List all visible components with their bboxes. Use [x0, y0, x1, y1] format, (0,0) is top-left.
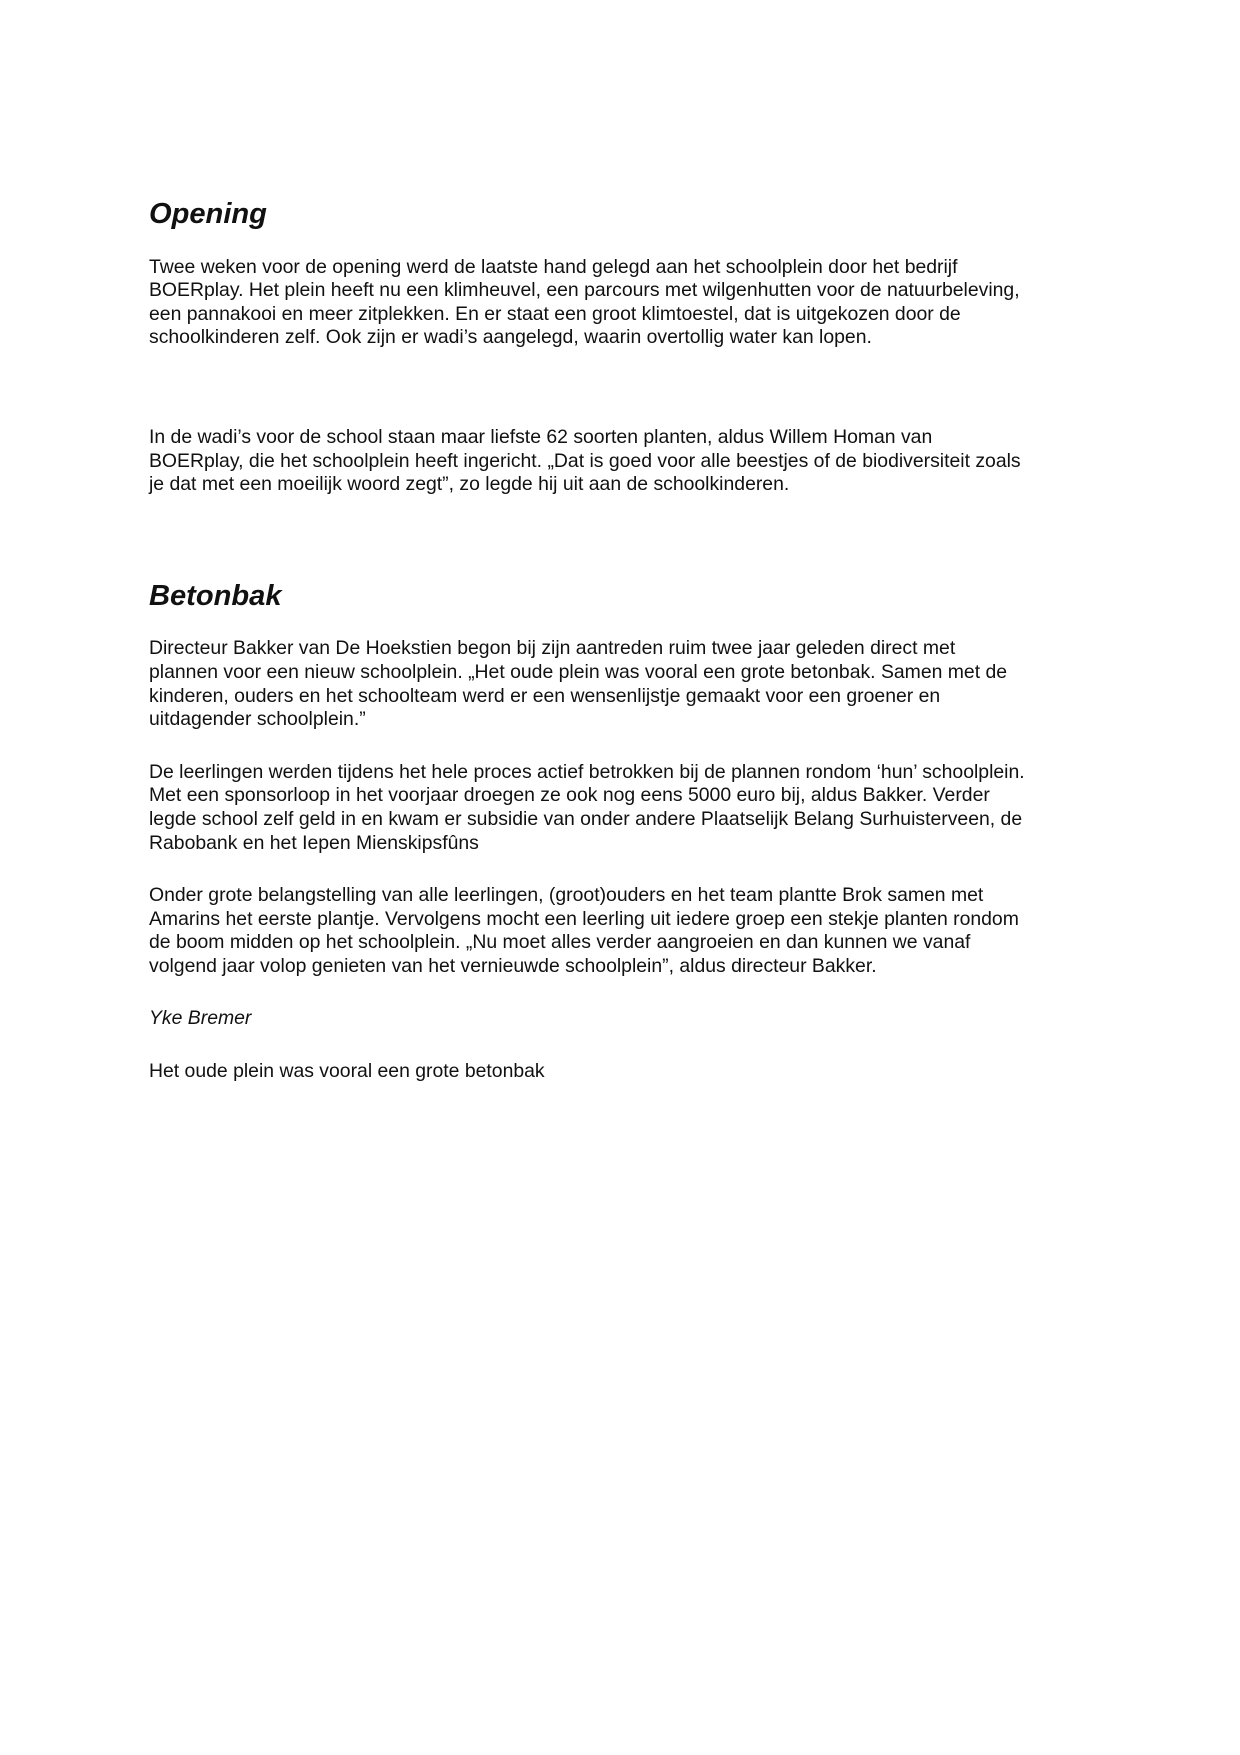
text-line: In de wadi’s voor de school staan maar liefste 62 soorten planten, aldus Willem Homan van: [149, 425, 933, 448]
text-line: Rabobank en het Iepen Mienskipsfûns: [149, 831, 479, 854]
paragraph-opening-2: [149, 426, 1109, 497]
paragraph-betonbak-2: [149, 761, 1109, 855]
text-line: een pannakooi en meer zitplekken. En er staat een groot klimtoestel, dat is uitgekozen door de: [149, 302, 961, 325]
text-line: volgend jaar volop genieten van het vernieuwde schoolplein”, aldus directeur Bakker.: [149, 954, 877, 977]
text-line: plannen voor een nieuw schoolplein. „Het oude plein was vooral een grote betonbak. Samen met de: [149, 660, 1008, 683]
pull-quote: Het oude plein was vooral een grote betonbak: [149, 1060, 545, 1083]
article-body: [149, 198, 1109, 1084]
text-line: Directeur Bakker van De Hoekstien begon bij zijn aantreden ruim twee jaar geleden direct met: [149, 637, 956, 660]
text-line: uitdagender schoolplein.”: [149, 708, 366, 731]
author-byline: Yke Bremer: [149, 1007, 252, 1030]
paragraph-betonbak-1: [149, 637, 1109, 731]
paragraph-betonbak-3: [149, 884, 1109, 978]
section-heading-opening: Opening: [149, 198, 267, 230]
paragraph-opening-1: [149, 256, 1109, 350]
text-line: kinderen, ouders en het schoolteam werd er een wensenlijstje gemaakt voor een groener en: [149, 684, 941, 707]
text-line: BOERplay, die het schoolplein heeft ingericht. „Dat is goed voor alle beestjes of de biodiversiteit zoals: [149, 449, 1021, 472]
text-line: je dat met een moeilijk woord zegt”, zo legde hij uit aan de schoolkinderen.: [149, 473, 790, 496]
text-line: BOERplay. Het plein heeft nu een klimheuvel, een parcours met wilgenhutten voor de natuurbeleving,: [149, 279, 1020, 302]
text-line: De leerlingen werden tijdens het hele proces actief betrokken bij de plannen rondom ‘hun’ schoolplein.: [149, 760, 1025, 783]
section-heading-betonbak: Betonbak: [149, 579, 282, 612]
text-line: schoolkinderen zelf. Ook zijn er wadi’s aangelegd, waarin overtollig water kan lopen.: [149, 326, 872, 349]
text-line: de boom midden op het schoolplein. „Nu moet alles verder aangroeien en dan kunnen we vanaf: [149, 931, 971, 954]
text-line: Onder grote belangstelling van alle leerlingen, (groot)ouders en het team plantte Brok samen met: [149, 884, 984, 907]
text-line: Amarins het eerste plantje. Vervolgens mocht een leerling uit iedere groep een stekje planten rondom: [149, 907, 1019, 930]
text-line: Met een sponsorloop in het voorjaar droegen ze ook nog eens 5000 euro bij, aldus Bakker. Verder: [149, 784, 990, 807]
text-line: Twee weken voor de opening werd de laatste hand gelegd aan het schoolplein door het bedrijf: [149, 255, 958, 278]
text-line: legde school zelf geld in en kwam er subsidie van onder andere Plaatselijk Belang Surhuisterveen, de: [149, 807, 1023, 830]
